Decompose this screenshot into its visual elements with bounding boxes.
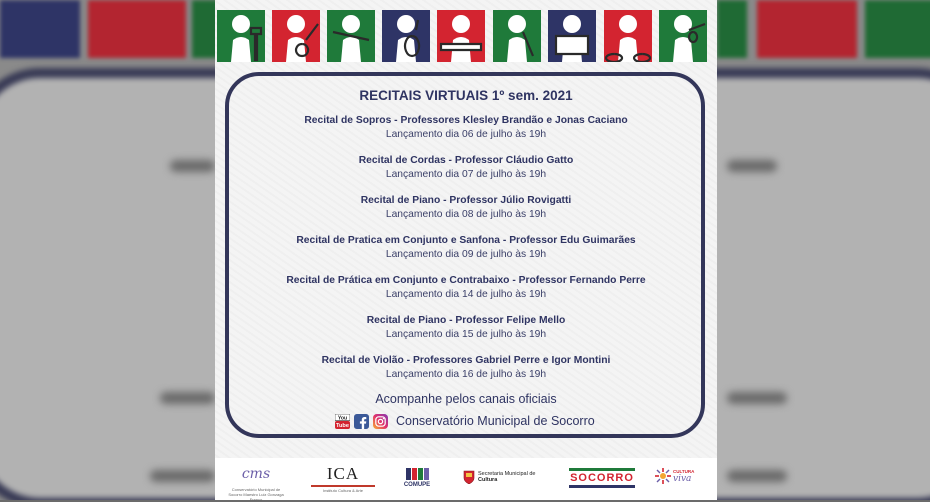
recital-date: Lançamento dia 15 de julho às 19h — [385, 329, 547, 340]
recital-name: Recital de Violão — [321, 355, 404, 366]
blurred-text — [727, 392, 787, 404]
facebook-icon[interactable] — [354, 414, 369, 429]
ica-logo-underline — [311, 485, 375, 487]
recital-separator: - — [403, 355, 413, 366]
recital-date: Lançamento dia 08 de julho às 19h — [385, 209, 547, 220]
cellist-icon — [382, 10, 430, 62]
recital-name: Recital de Sopros — [304, 115, 392, 126]
recital-separator: - — [391, 115, 401, 126]
blurred-text — [727, 470, 787, 482]
recital-name: Recital de Cordas — [358, 155, 446, 166]
musician-icons-row — [215, 10, 717, 62]
secretaria-logo — [463, 470, 545, 484]
socorro-title: SOCORRO — [570, 472, 634, 484]
recital-name: Recital de Pratica em Conjunto e Sanfona — [296, 235, 501, 246]
organization-name: Conservatório Municipal de Socorro — [396, 414, 595, 428]
ica-logo — [307, 464, 379, 493]
recital-date: Lançamento dia 16 de julho às 19h — [385, 369, 547, 380]
blurred-tile — [717, 0, 747, 58]
youtube-icon[interactable] — [335, 414, 350, 429]
recital-date: Lançamento dia 14 de julho às 19h — [385, 289, 547, 300]
star-burst-icon — [655, 468, 671, 484]
socorro-stripe-top — [569, 468, 635, 471]
background-left-blur — [0, 0, 215, 500]
clarinetist-icon — [493, 10, 541, 62]
youtube-tube-text: Tube — [336, 422, 349, 429]
recital-heading — [215, 234, 717, 248]
youtube-you-text: You — [337, 414, 348, 421]
accordionist-icon — [548, 10, 596, 62]
cms-logo-text: cms — [241, 466, 271, 482]
secretaria-line2: Cultura — [478, 477, 498, 483]
sponsor-footer — [215, 458, 717, 500]
recital-entry — [215, 154, 717, 182]
socorro-logo — [565, 468, 639, 488]
recital-date: Lançamento dia 06 de julho às 19h — [385, 129, 547, 140]
blurred-text — [170, 160, 215, 172]
city-crest-icon — [463, 470, 475, 484]
blurred-frame — [0, 68, 215, 500]
recital-separator: - — [446, 315, 456, 326]
recital-entry — [215, 194, 717, 222]
poster-title: RECITAIS VIRTUAIS 1º sem. 2021 — [359, 88, 573, 103]
recital-teachers: Professor Felipe Mello — [455, 315, 566, 326]
blurred-text — [150, 470, 215, 482]
recital-teachers: Professores Gabriel Perre e Igor Montini — [412, 355, 611, 366]
comupe-logo-title: COMUPE — [403, 482, 431, 488]
recital-heading — [215, 194, 717, 208]
recital-date: Lançamento dia 09 de julho às 19h — [385, 249, 547, 260]
recital-teachers: Professor Júlio Rovigatti — [449, 195, 572, 206]
cultura-viva-logo — [655, 468, 701, 484]
instagram-icon[interactable] — [373, 414, 388, 429]
violinist-icon — [659, 10, 707, 62]
cms-logo-subtitle: Conservatório Municipal de Socorro Maestro Luiz Gonzaga Franco — [228, 487, 284, 502]
recital-heading — [215, 354, 717, 368]
socorro-stripe-bottom — [569, 485, 635, 488]
recitals-poster — [215, 0, 717, 500]
recital-separator: - — [445, 155, 455, 166]
recital-entry — [215, 114, 717, 142]
cms-logo-mark — [236, 464, 276, 482]
blurred-tile — [865, 0, 930, 58]
recital-teachers: Professor Fernando Perre — [518, 275, 646, 286]
guitarist-icon — [272, 10, 320, 62]
blurred-tile — [192, 0, 215, 58]
comupe-logo-bars — [397, 468, 437, 480]
ica-logo-title: ICA — [326, 464, 360, 483]
recital-teachers: Professor Cláudio Gatto — [454, 155, 574, 166]
pianist-icon — [437, 10, 485, 62]
drummer-icon — [604, 10, 652, 62]
flutist-icon — [327, 10, 375, 62]
recital-entry — [215, 234, 717, 262]
recital-entry — [215, 314, 717, 342]
recital-name: Recital de Piano — [360, 195, 441, 206]
recital-separator: - — [500, 235, 510, 246]
blurred-frame — [717, 68, 930, 500]
comupe-logo — [397, 468, 437, 488]
blurred-text — [727, 160, 777, 172]
recital-separator: - — [440, 195, 450, 206]
recital-entry — [215, 274, 717, 302]
social-row — [335, 411, 595, 431]
recital-heading — [215, 114, 717, 128]
ica-logo-subtitle: Instituto Cultura & Arte — [322, 488, 364, 493]
recital-name: Recital de Piano — [366, 315, 447, 326]
secretaria-line1: Secretaria Municipal de — [478, 470, 536, 477]
recital-entry — [215, 354, 717, 382]
cultura-viva-line1: CULTURA — [673, 468, 695, 474]
conductor-icon — [217, 10, 265, 62]
cultura-viva-line2: viva — [673, 473, 692, 484]
recital-heading — [215, 314, 717, 328]
cms-logo — [225, 464, 287, 502]
blurred-tile — [88, 0, 186, 58]
blurred-tile — [757, 0, 857, 58]
recital-teachers: Professor Edu Guimarães — [509, 235, 636, 246]
blurred-text — [160, 392, 215, 404]
recital-name: Recital de Prática em Conjunto e Contrabaixo — [286, 275, 510, 286]
blurred-tile — [0, 0, 80, 58]
recital-separator: - — [509, 275, 519, 286]
recital-heading — [215, 154, 717, 168]
recital-date: Lançamento dia 07 de julho às 19h — [385, 169, 547, 180]
recital-teachers: Professores Klesley Brandão e Jonas Caciano — [400, 115, 628, 126]
background-right-blur — [717, 0, 930, 500]
follow-text: Acompanhe pelos canais oficiais — [375, 392, 557, 406]
recital-heading — [215, 274, 717, 288]
